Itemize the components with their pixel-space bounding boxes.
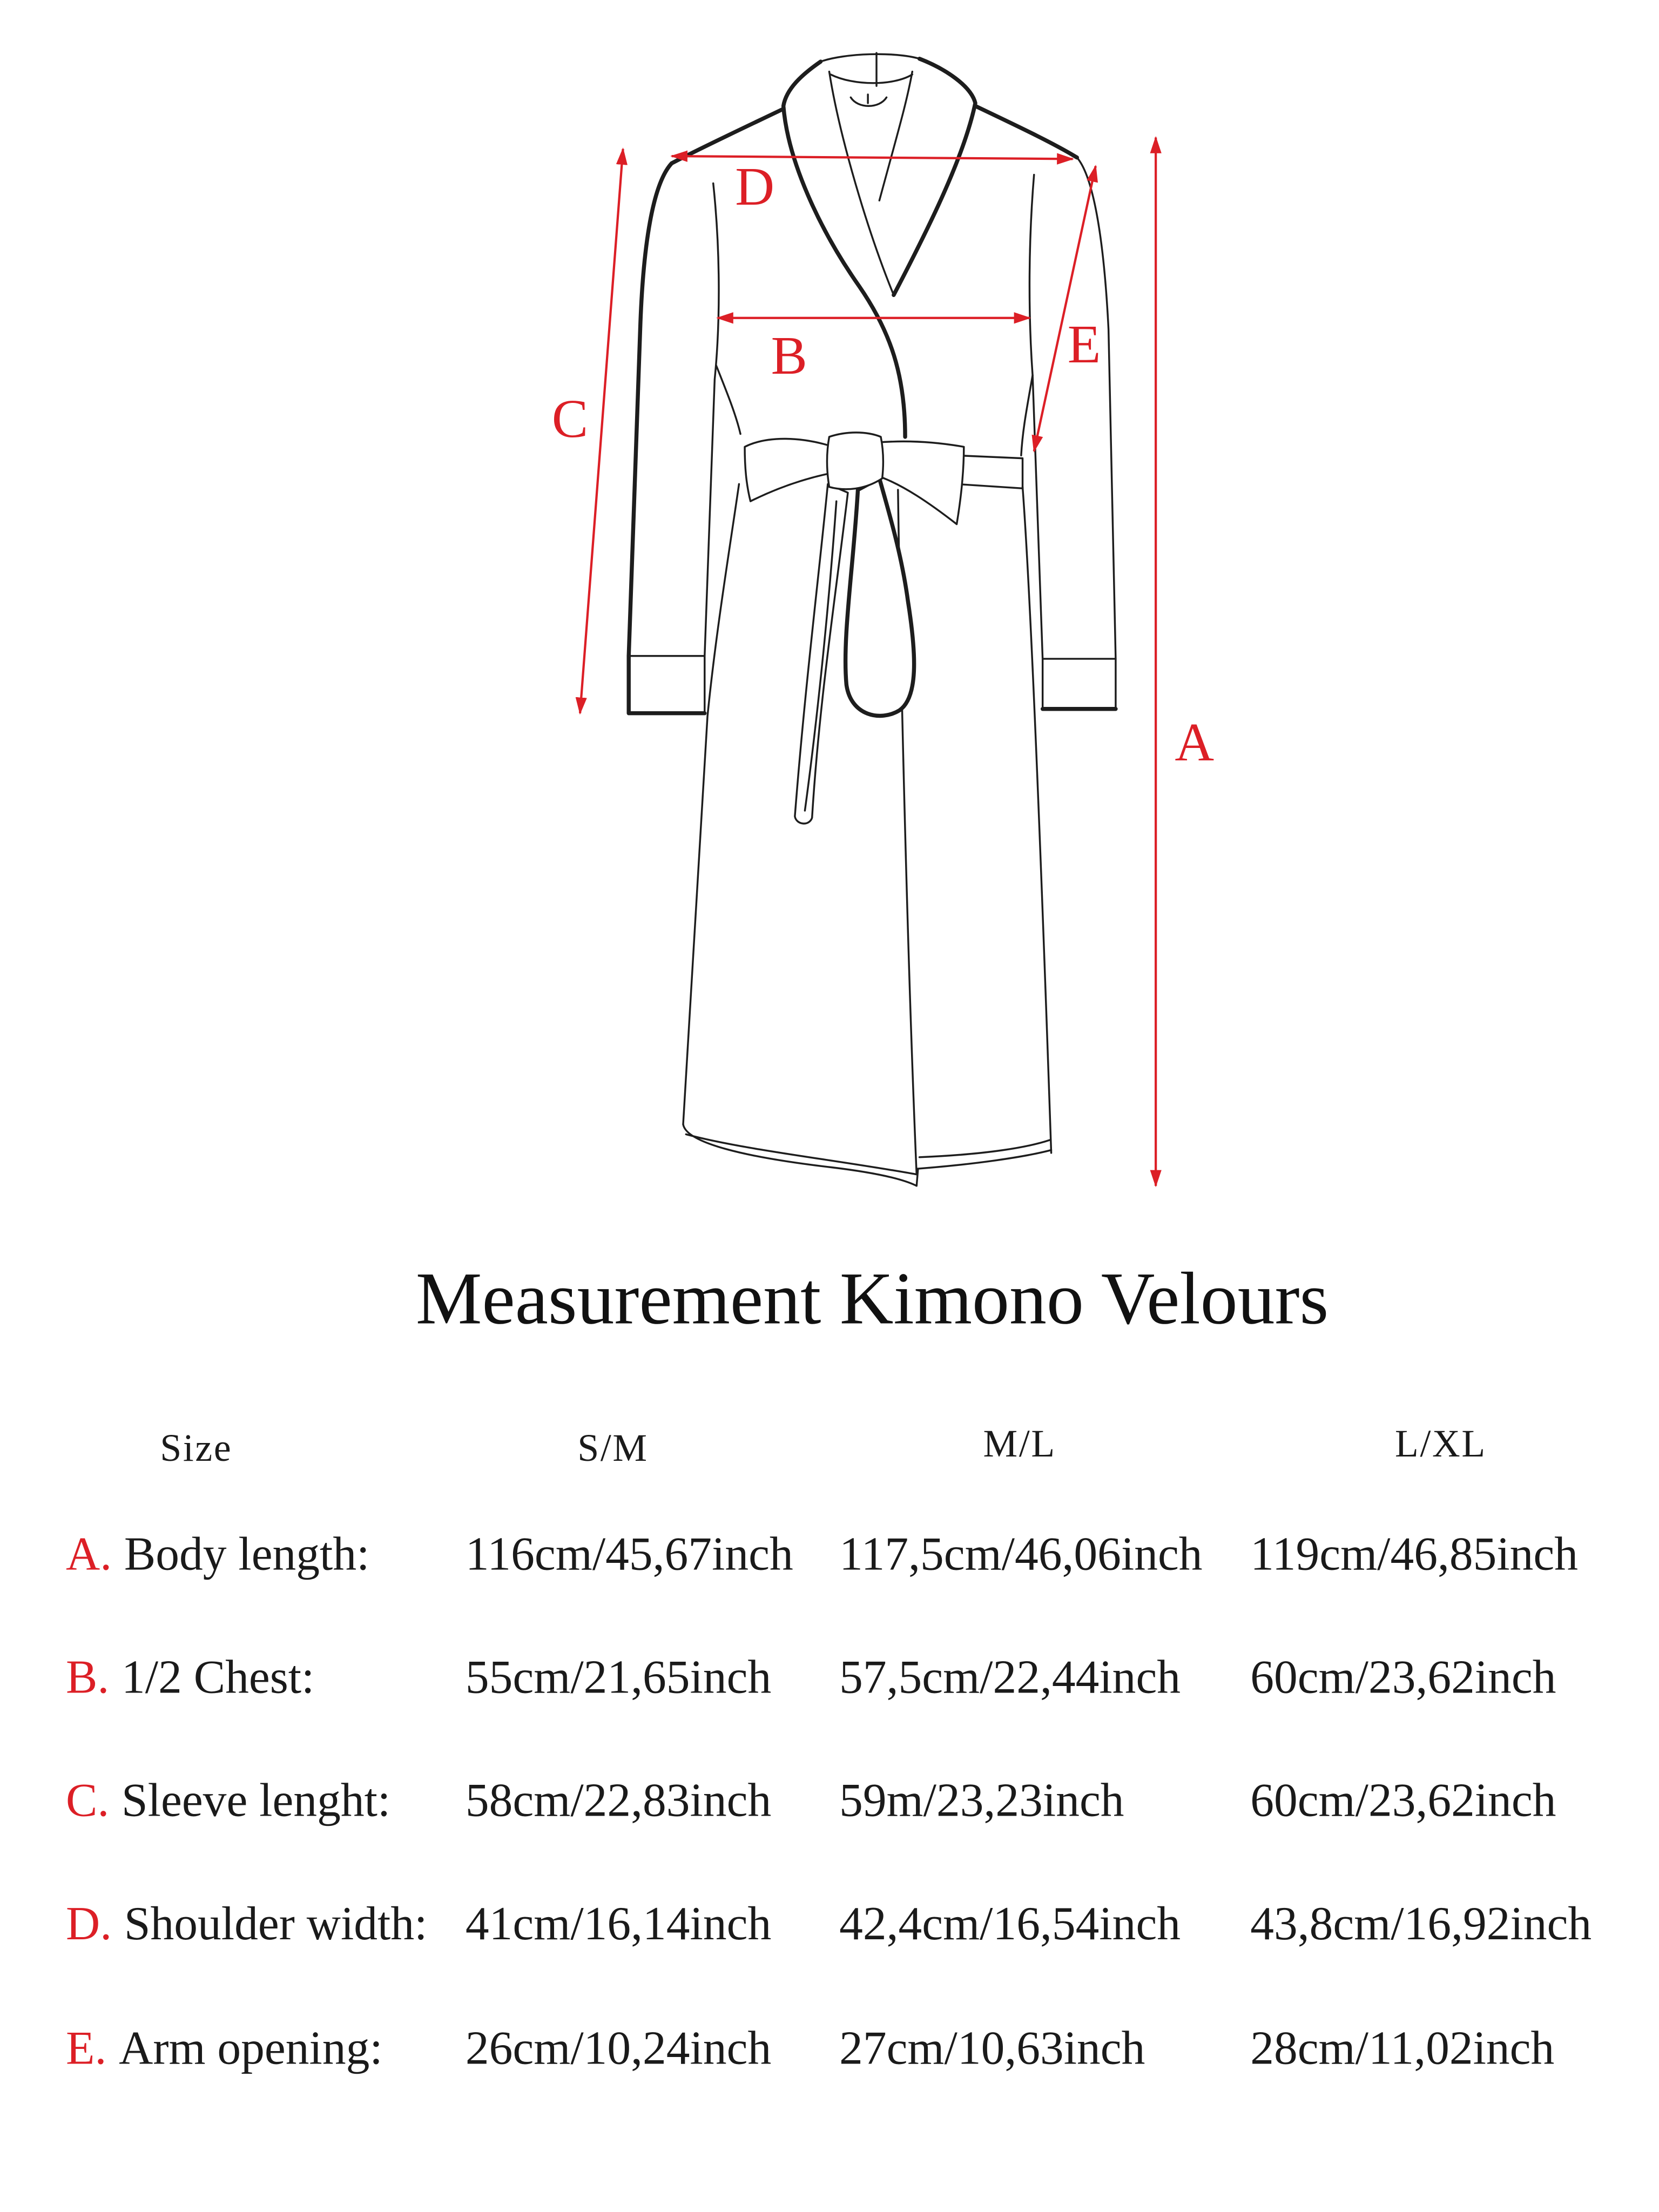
measure-arrow-d <box>672 156 1073 159</box>
measure-letter: C. <box>65 1776 110 1827</box>
row-label <box>66 1524 369 1587</box>
header-size: Size <box>160 1426 233 1469</box>
value-ml: 42,4cm/16,54inch <box>839 1899 1181 1951</box>
measure-label-d: D <box>735 156 774 217</box>
value-lxl: 43,8cm/16,92inch <box>1250 1899 1592 1951</box>
value-lxl: 28cm/11,02inch <box>1250 2024 1555 2075</box>
left-cuff <box>629 656 705 713</box>
value-sm: 116cm/45,67inch <box>465 1529 793 1581</box>
left-sleeve-outer <box>629 163 672 656</box>
row-label <box>66 1770 390 1833</box>
table-row <box>0 1770 1658 1833</box>
measure-name: Shoulder width: <box>124 1899 428 1951</box>
page-title: Measurement Kimono Velours <box>415 1259 1329 1341</box>
kimono-illustration <box>629 53 1116 1186</box>
left-side-seam <box>716 365 740 434</box>
table-row <box>0 2018 1658 2081</box>
measure-label-c: C <box>551 388 589 449</box>
table-row <box>0 1524 1658 1587</box>
collar-stand <box>821 54 920 62</box>
row-label <box>66 1893 427 1957</box>
table-row <box>0 1647 1658 1710</box>
belt-left-tail <box>795 484 848 824</box>
header-size-ml: M/L <box>983 1422 1056 1465</box>
belt-right-tail <box>846 478 914 716</box>
inner-neckline <box>831 75 912 83</box>
right-shoulder <box>975 106 1077 157</box>
measure-name: Sleeve lenght: <box>122 1776 391 1827</box>
value-lxl: 119cm/46,85inch <box>1250 1529 1579 1581</box>
value-sm: 26cm/10,24inch <box>465 2024 772 2075</box>
value-sm: 58cm/22,83inch <box>465 1776 772 1827</box>
left-sleeve-inner <box>705 183 719 656</box>
value-sm: 41cm/16,14inch <box>465 1899 772 1951</box>
value-ml: 27cm/10,63inch <box>839 2024 1145 2075</box>
belt-band <box>957 455 1023 488</box>
measure-name: Body length: <box>124 1529 370 1581</box>
right-side-seam <box>1021 375 1033 456</box>
value-sm: 55cm/21,65inch <box>465 1653 772 1704</box>
measure-label-e: E <box>1067 313 1101 374</box>
right-sleeve-outer <box>1077 158 1116 659</box>
value-lxl: 60cm/23,62inch <box>1250 1776 1556 1827</box>
value-ml: 59m/23,23inch <box>839 1776 1124 1827</box>
measure-name: Arm opening: <box>119 2024 383 2075</box>
value-lxl: 60cm/23,62inch <box>1250 1653 1556 1704</box>
body-left-edge <box>683 484 739 1124</box>
right-lapel-edge <box>894 59 975 295</box>
bow-knot <box>827 433 884 489</box>
row-label <box>66 1647 314 1710</box>
measure-letter: B. <box>65 1653 110 1704</box>
header-size-lxl: L/XL <box>1395 1422 1487 1465</box>
right-cuff <box>1043 659 1116 709</box>
value-ml: 117,5cm/46,06inch <box>839 1529 1203 1581</box>
table-row <box>0 1893 1658 1957</box>
measure-letter: D. <box>65 1899 112 1951</box>
measure-label-b: B <box>771 325 807 386</box>
header-size-sm: S/M <box>577 1426 649 1469</box>
measure-letter: E. <box>65 2024 107 2075</box>
measure-name: 1/2 Chest: <box>122 1653 315 1704</box>
value-ml: 57,5cm/22,44inch <box>839 1653 1181 1704</box>
bow-left-loop <box>745 439 833 501</box>
measure-label-a: A <box>1175 712 1215 773</box>
row-label <box>66 2018 383 2081</box>
body-right-edge <box>1023 487 1051 1153</box>
hanger-loop <box>851 95 886 106</box>
measure-letter: A. <box>65 1529 112 1581</box>
measure-arrow-e <box>1034 166 1096 451</box>
right-collar-inner <box>879 72 912 201</box>
hem-inner <box>686 1134 916 1174</box>
